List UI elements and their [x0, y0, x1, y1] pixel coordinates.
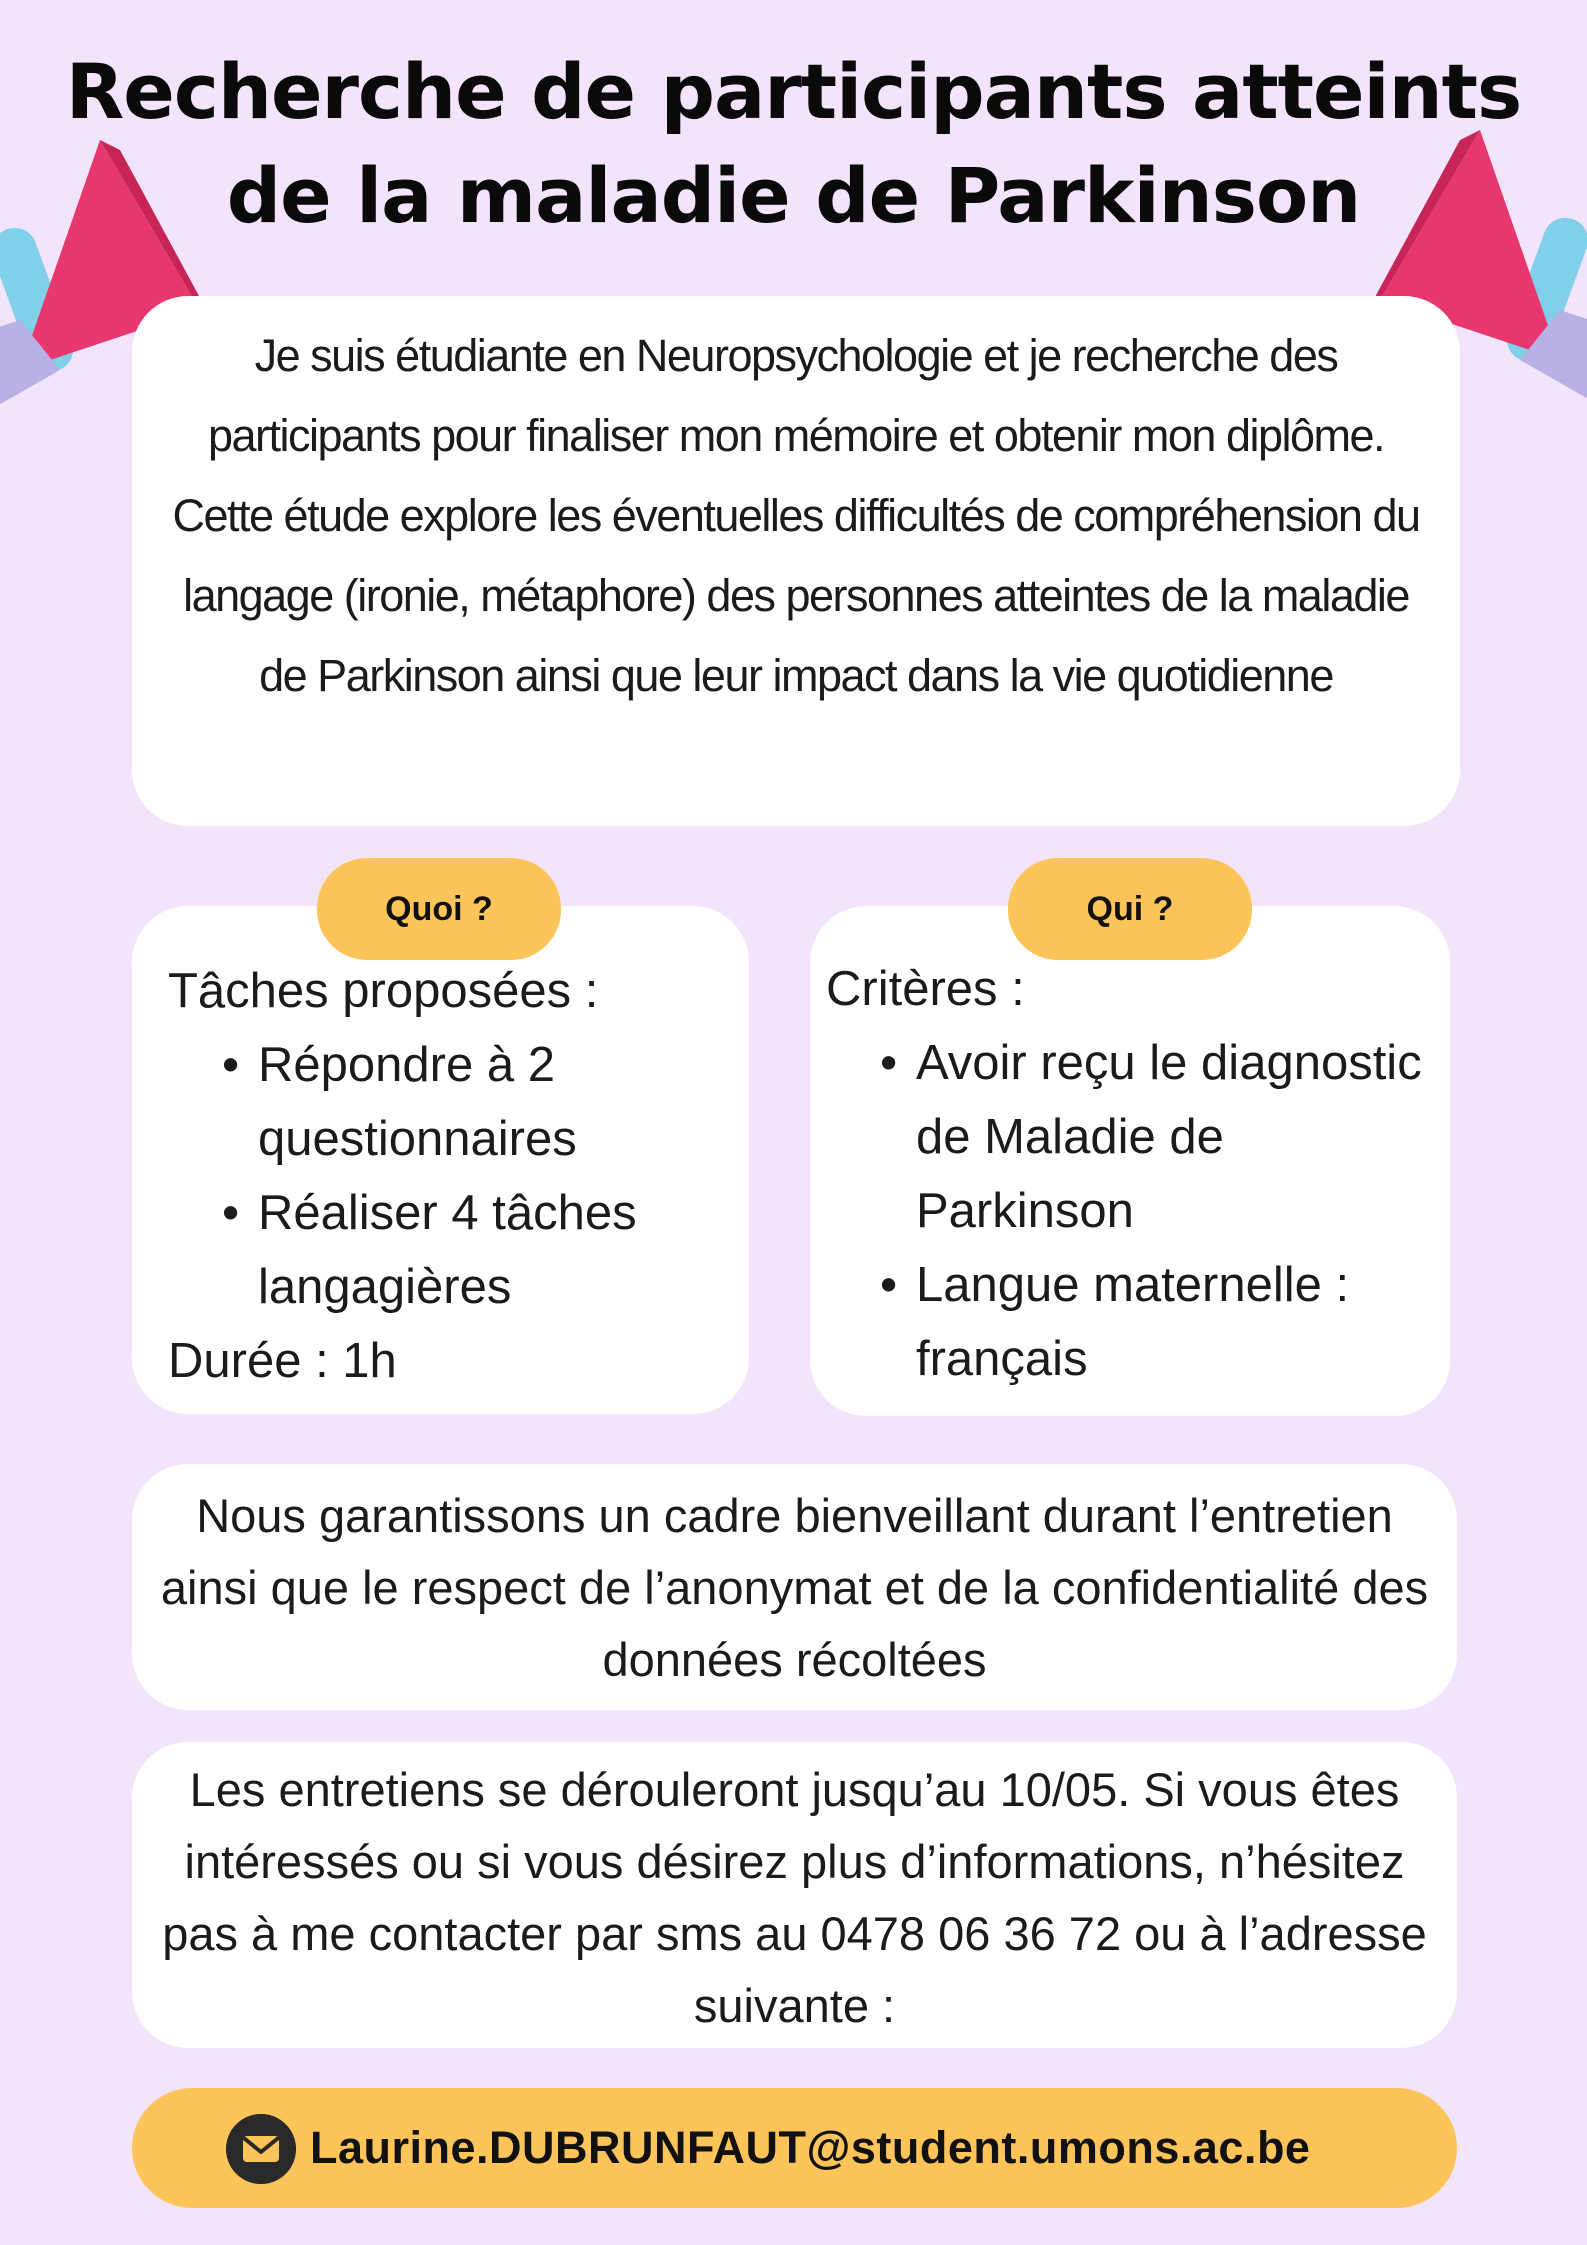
- intro-text: Je suis étudiante en Neuropsychologie et je recherche des participants pour finaliser mon mémoire et obtenir mon diplôme. Cette étude explore les éventuelles difficultés de compréhension du langage (ironie, métaphore) des personnes atteintes de la maladie de Parkinson ainsi que leur impact dans la vie quotidienne: [172, 330, 1420, 701]
- qui-card: [810, 906, 1450, 1416]
- email-link[interactable]: Laurine.DUBRUNFAUT@student.umons.ac.be: [310, 2122, 1311, 2173]
- guarantee-card: [132, 1464, 1457, 1710]
- quoi-badge: Quoi ?: [317, 858, 561, 960]
- title-line-1: Recherche de participants atteints: [65, 47, 1522, 136]
- qui-criteria-list: [826, 1026, 1450, 1396]
- intro-card: [132, 296, 1460, 826]
- qui-badge: Qui ?: [1008, 858, 1252, 960]
- title-line-2: de la maladie de Parkinson: [226, 151, 1361, 240]
- contact-card: [132, 1742, 1457, 2048]
- quoi-duration: Durée : 1h: [168, 1334, 397, 1388]
- quoi-heading: Tâches proposées :: [168, 964, 599, 1018]
- quoi-task-item: • Répondre à 2 questionnaires: [258, 1028, 749, 1176]
- guarantee-text: Nous garantissons un cadre bienveillant durant l’entretien ainsi que le respect de l’anonymat et de la confidentialité des données récoltées: [160, 1489, 1429, 1686]
- quoi-task-list: [168, 1028, 749, 1324]
- quoi-card: [132, 906, 749, 1414]
- quoi-task-item: • Réaliser 4 tâches langagières: [258, 1176, 749, 1324]
- mail-icon: [226, 2114, 296, 2184]
- qui-criteria-item: • Langue maternelle : français: [916, 1248, 1450, 1396]
- contact-text: Les entretiens se dérouleront jusqu’au 10/05. Si vous êtes intéressés ou si vous désirez plus d’informations, n’hésitez pas à me contacter par sms au 0478 06 36 72 ou à l’adresse suivante :: [162, 1763, 1427, 2032]
- qui-heading: Critères :: [826, 962, 1025, 1016]
- qui-criteria-item: • Avoir reçu le diagnostic de Maladie de Parkinson: [916, 1026, 1450, 1248]
- email-bar[interactable]: [132, 2088, 1457, 2208]
